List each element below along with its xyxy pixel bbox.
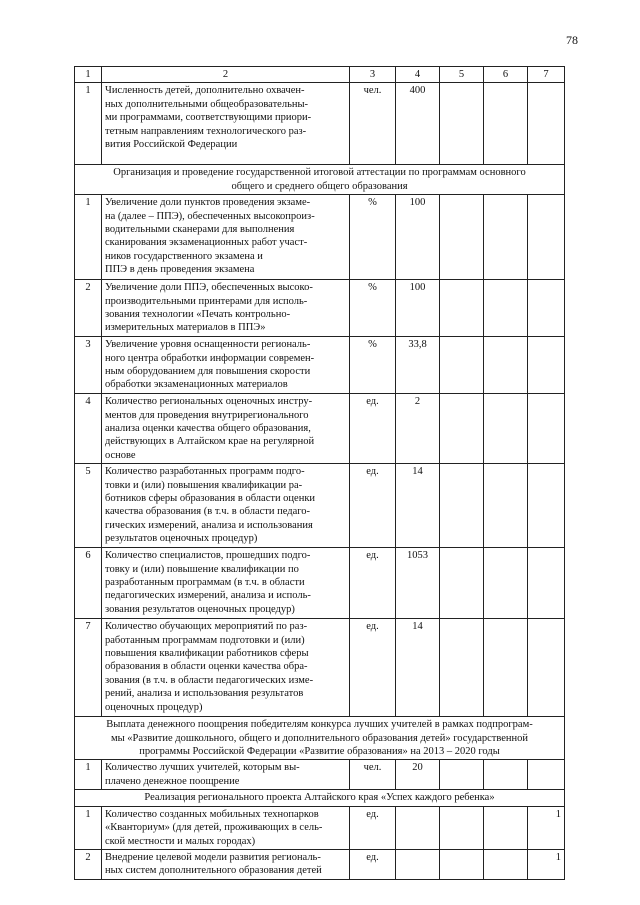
empty-cell — [440, 849, 484, 879]
page-number: 78 — [566, 33, 578, 47]
unit-cell: % — [350, 280, 396, 337]
indicator-name: Увеличение доли пунктов проведения экзаме- на (далее – ППЭ), обеспеченных высокопроиз- водительными сканерами для выполнения сканирования экзаменационных работ участ- ников государственного экзамена и ППЭ в день проведения экзамена — [102, 195, 350, 280]
row-number: 2 — [75, 849, 102, 879]
unit-cell: ед. — [350, 806, 396, 849]
indicator-name: Количество обучающих мероприятий по раз- работанным программам подготовки и (или) повышения квалификации работников сферы образования в области оценки качества обра- зования (в т.ч. в области педагогических изме- рений, анализа и использования результатов оценочных процедур) — [102, 619, 350, 717]
column-header: 4 — [396, 67, 440, 83]
table-row — [75, 280, 565, 337]
header-row — [75, 67, 565, 83]
row-number: 1 — [75, 83, 102, 165]
row-number: 1 — [75, 195, 102, 280]
indicator-name: Количество созданных мобильных технопарков «Кванториум» (для детей, проживающих в сель- ской местности и малых городах) — [102, 806, 350, 849]
column-header: 3 — [350, 67, 396, 83]
empty-cell — [484, 849, 528, 879]
empty-cell — [440, 548, 484, 619]
column-header: 7 — [528, 67, 565, 83]
value-cell: 100 — [396, 280, 440, 337]
unit-cell: чел. — [350, 760, 396, 790]
empty-cell — [484, 83, 528, 165]
section-title: Организация и проведение государственной итоговой аттестации по программам основного общего и среднего общего образования — [75, 165, 565, 195]
value-cell — [396, 849, 440, 879]
empty-cell — [484, 464, 528, 548]
column-7-cell — [528, 464, 565, 548]
empty-cell — [440, 394, 484, 464]
indicator-name: Увеличение уровня оснащенности региональ- ного центра обработки информации современ- ным оборудованием для повышения скорости обработки экзаменационных материалов — [102, 337, 350, 394]
column-header: 6 — [484, 67, 528, 83]
value-cell: 14 — [396, 619, 440, 717]
value-cell: 1053 — [396, 548, 440, 619]
indicator-name: Количество лучших учителей, которым вы- плачено денежное поощрение — [102, 760, 350, 790]
empty-cell — [484, 337, 528, 394]
column-7-cell — [528, 760, 565, 790]
unit-cell: ед. — [350, 849, 396, 879]
section-title: Реализация регионального проекта Алтайского края «Успех каждого ребенка» — [75, 790, 565, 806]
column-7-cell — [528, 548, 565, 619]
empty-cell — [484, 619, 528, 717]
empty-cell — [440, 195, 484, 280]
value-cell: 33,8 — [396, 337, 440, 394]
unit-cell: ед. — [350, 464, 396, 548]
empty-cell — [484, 806, 528, 849]
row-number: 5 — [75, 464, 102, 548]
value-cell: 100 — [396, 195, 440, 280]
unit-cell: ед. — [350, 548, 396, 619]
row-number: 1 — [75, 760, 102, 790]
value-cell: 20 — [396, 760, 440, 790]
section-header-row — [75, 165, 565, 195]
unit-cell: ед. — [350, 394, 396, 464]
empty-cell — [484, 760, 528, 790]
table-row — [75, 849, 565, 879]
column-7-cell — [528, 619, 565, 717]
unit-cell: % — [350, 337, 396, 394]
empty-cell — [440, 760, 484, 790]
row-number: 2 — [75, 280, 102, 337]
section-header-row — [75, 790, 565, 806]
column-7-cell — [528, 83, 565, 165]
indicator-name: Количество разработанных программ подго- товки и (или) повышения квалификации ра- ботников сферы образования в области оценки качества образования (в т.ч. в области педаго- гических измерений, анализа и использования результатов оценочных процедур) — [102, 464, 350, 548]
section-title: Выплата денежного поощрения победителям конкурса лучших учителей в рамках подпрограм- мы «Развитие дошкольного, общего и дополнительного образования детей» государственной программы Российской Федерации «Развитие образования» на 2013 – 2020 годы — [75, 717, 565, 760]
column-7-cell — [528, 280, 565, 337]
empty-cell — [440, 619, 484, 717]
indicator-name: Увеличение доли ППЭ, обеспеченных высоко- производительными принтерами для исполь- зования технологии «Печать контрольно- измерительных материалов в ППЭ» — [102, 280, 350, 337]
table-row — [75, 337, 565, 394]
value-cell: 14 — [396, 464, 440, 548]
value-cell — [396, 806, 440, 849]
table-row — [75, 464, 565, 548]
value-cell: 400 — [396, 83, 440, 165]
indicator-name: Количество региональных оценочных инстру- ментов для проведения внутрирегионального анализа оценки качества общего образования, действующих в Алтайском крае на регулярной основе — [102, 394, 350, 464]
indicator-table — [74, 66, 565, 880]
empty-cell — [440, 464, 484, 548]
value-cell: 2 — [396, 394, 440, 464]
row-number: 1 — [75, 806, 102, 849]
unit-cell: ед. — [350, 619, 396, 717]
row-number: 7 — [75, 619, 102, 717]
unit-cell: % — [350, 195, 396, 280]
table-row — [75, 806, 565, 849]
table-row — [75, 195, 565, 280]
column-7-cell — [528, 195, 565, 280]
row-number: 4 — [75, 394, 102, 464]
table-row — [75, 83, 565, 165]
indicator-name: Численность детей, дополнительно охвачен- ных дополнительными общеобразовательны- ми программами, соответствующими приори- тетным направлениям технологического раз- вития Российской Федерации — [102, 83, 350, 165]
unit-cell: чел. — [350, 83, 396, 165]
empty-cell — [440, 806, 484, 849]
empty-cell — [440, 280, 484, 337]
column-7-cell: 1 — [528, 806, 565, 849]
column-7-cell — [528, 337, 565, 394]
column-7-cell — [528, 394, 565, 464]
row-number: 6 — [75, 548, 102, 619]
empty-cell — [484, 195, 528, 280]
table-body — [75, 83, 565, 879]
empty-cell — [440, 83, 484, 165]
column-header: 2 — [102, 67, 350, 83]
empty-cell — [484, 280, 528, 337]
indicator-name: Количество специалистов, прошедших подго- товку и (или) повышение квалификации по разработанным программам (в т.ч. в области педагогических измерений, анализа и исполь- зования результатов оценочных процедур) — [102, 548, 350, 619]
row-number: 3 — [75, 337, 102, 394]
table-row — [75, 548, 565, 619]
indicator-name: Внедрение целевой модели развития региональ- ных систем дополнительного образования детей — [102, 849, 350, 879]
column-header: 5 — [440, 67, 484, 83]
column-header: 1 — [75, 67, 102, 83]
table-row — [75, 760, 565, 790]
column-7-cell: 1 — [528, 849, 565, 879]
table-row — [75, 394, 565, 464]
empty-cell — [484, 394, 528, 464]
table-row — [75, 619, 565, 717]
empty-cell — [440, 337, 484, 394]
empty-cell — [484, 548, 528, 619]
section-header-row — [75, 717, 565, 760]
